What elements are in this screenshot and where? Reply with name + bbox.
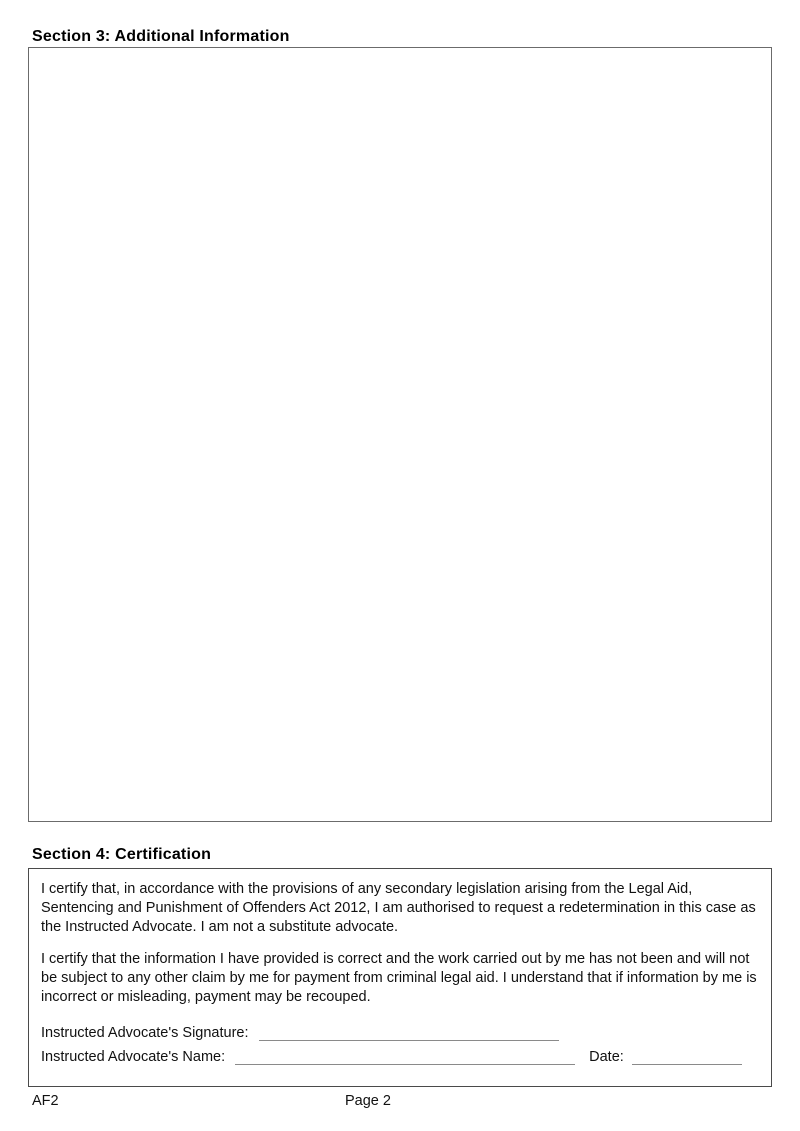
page-number: Page 2 [345,1093,391,1109]
certification-paragraph-1: I certify that, in accordance with the provisions of any secondary legislation arising from the Legal Aid, Sentencing and Punishment of Offenders Act 2012, I am authorised to request a redetermination in this case as the Instructed Advocate. I am not a substitute advocate. [41,881,756,935]
signature-label: Instructed Advocate's Signature: [41,1025,249,1041]
name-label: Instructed Advocate's Name: [41,1049,226,1065]
certification-paragraph-2: I certify that the information I have provided is correct and the work carried out by me has not been and will not be subject to any other claim by me for payment from criminal legal aid. I understand that if information by me is incorrect or misleading, payment may be recouped. [41,951,757,1005]
section3-heading: Section 3: Additional Information [32,28,290,45]
name-field[interactable] [235,1049,575,1065]
signature-field[interactable] [259,1025,559,1041]
signature-row [41,1025,759,1041]
additional-information-box[interactable] [28,47,772,822]
certification-box [28,868,772,1087]
date-label: Date: [589,1049,624,1065]
form-code: AF2 [32,1093,59,1109]
section4-heading: Section 4: Certification [32,846,212,863]
date-field[interactable] [632,1049,742,1065]
name-date-row [41,1049,759,1065]
